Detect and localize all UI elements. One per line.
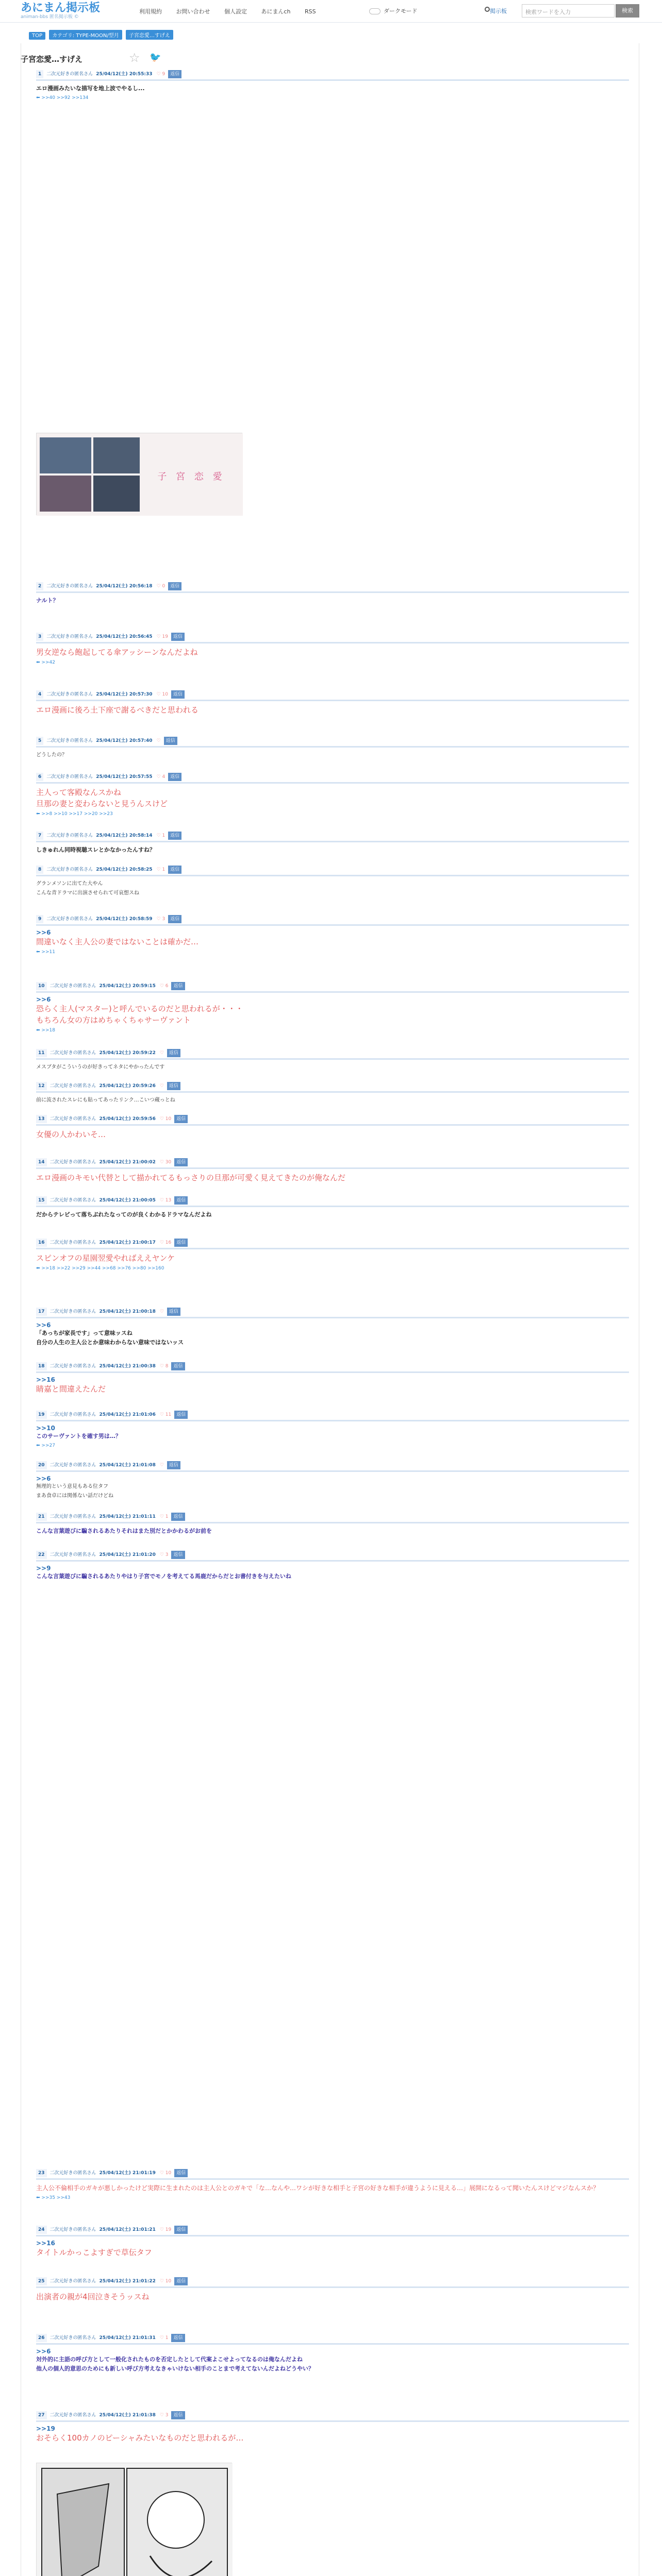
dark-mode-toggle[interactable] (369, 7, 418, 15)
twitter-share-icon[interactable]: 🐦 (150, 52, 161, 63)
post-author: 二次元好きの匿名さん (46, 867, 93, 872)
post-date: 25/04/12(土) 20:59:56 (99, 1116, 156, 1122)
reply-button[interactable]: 返信 (171, 1513, 185, 1521)
post-number[interactable]: 10 (36, 982, 47, 990)
post-author: 二次元好きの匿名さん (49, 1552, 96, 1557)
post (36, 1551, 629, 1581)
post-number[interactable]: 8 (36, 866, 43, 874)
post-date: 25/04/12(土) 20:58:25 (96, 867, 153, 872)
post-date: 25/04/12(土) 21:01:19 (99, 2171, 156, 2176)
favorite-star-icon[interactable]: ☆ (129, 50, 140, 65)
like-count[interactable]: ♡ 6 (159, 984, 169, 989)
post (36, 1513, 629, 1536)
post-body: グランメソンに出てた大やん こんな青ドラマに出演させられて可哀想スね (36, 881, 139, 896)
post-date: 25/04/12(土) 20:56:45 (96, 634, 153, 639)
post-meta (36, 773, 629, 781)
post-divider (36, 991, 629, 993)
reply-anchor-link[interactable]: >>10 (36, 1425, 55, 1432)
post-number[interactable]: 12 (36, 1082, 47, 1090)
post-body: このサーヴァントを確す男は…？ (36, 1433, 121, 1439)
post-number[interactable]: 1 (36, 70, 43, 78)
post-date: 25/04/12(土) 20:57:55 (96, 774, 153, 779)
post-divider (36, 79, 629, 81)
reply-button[interactable]: 返信 (174, 2226, 188, 2234)
like-count[interactable]: ♡ 30 (159, 1160, 172, 1165)
reply-button[interactable]: 返信 (167, 1049, 180, 1057)
reply-anchor-link[interactable]: >>6 (36, 1475, 51, 1482)
post-body: タイトルかっこよすぎで草伝タフ (36, 2248, 152, 2257)
post-divider (36, 841, 629, 842)
post (36, 2169, 629, 2200)
manga-panel-graphic (37, 2463, 233, 2576)
post-divider (36, 700, 629, 701)
post-number[interactable]: 13 (36, 1115, 47, 1123)
post-author: 二次元好きの匿名さん (49, 1116, 96, 1122)
reply-button[interactable]: 返信 (174, 1196, 188, 1205)
post-date: 25/04/12(土) 21:01:22 (99, 2279, 156, 2284)
breadcrumb (29, 30, 175, 40)
post-divider (36, 1124, 629, 1126)
post (36, 2226, 629, 2258)
post-number[interactable]: 23 (36, 2169, 47, 2177)
post-body: エロ漫画に後ろ土下座で謝るべきだと思われる (36, 705, 199, 715)
post-divider (36, 642, 629, 643)
nav-animanch[interactable]: あにまんch (261, 8, 291, 15)
like-count[interactable]: ♡ 13 (159, 1198, 172, 1203)
reply-links[interactable]: ⬅ >>35 >>43 (36, 2195, 71, 2200)
post-meta (36, 1461, 629, 1469)
post-meta (36, 582, 629, 590)
post-body: ナルト？ (36, 597, 59, 604)
reply-button[interactable]: 返信 (174, 2169, 188, 2177)
post-date: 25/04/12(土) 21:01:06 (99, 1412, 156, 1417)
post-date: 25/04/12(土) 21:00:05 (99, 1198, 156, 1203)
post-author: 二次元好きの匿名さん (49, 2413, 96, 2418)
post-meta (36, 1115, 629, 1123)
reply-anchor-link[interactable]: >>6 (36, 996, 51, 1003)
post-date: 25/04/12(土) 21:01:11 (99, 1514, 156, 1519)
like-count[interactable]: ♡ 10 (159, 1116, 172, 1122)
post-divider (36, 1248, 629, 1249)
post-body: 無理的という意見もある位タフ まあ食卓には関係ない話だけどね (36, 1484, 113, 1499)
post-meta (36, 2169, 629, 2177)
reply-anchor-link[interactable]: >>6 (36, 2348, 51, 2355)
post-number[interactable]: 3 (36, 633, 43, 641)
post-meta (36, 737, 629, 745)
like-count[interactable]: ♡ (159, 1463, 164, 1468)
search-button[interactable]: 検索 (616, 4, 639, 18)
post-number[interactable]: 26 (36, 2334, 47, 2342)
post-author: 二次元好きの匿名さん (49, 1412, 96, 1417)
reply-button[interactable]: 返信 (174, 2277, 188, 2285)
post-divider (36, 1522, 629, 1523)
post-body: 「あっちが家長です」って意味ッスね 自分の人生の主人公とか意味わからない意味ではないッス (36, 1330, 184, 1346)
search-input[interactable]: 検索ワードを入力 (522, 4, 615, 18)
breadcrumb-category[interactable]: カテゴリ: TYPE-MOON/型月 (49, 30, 122, 40)
post-body: 出演者の親が4回泣きそうッスね (36, 2292, 150, 2301)
post-body: 男女逆なら飽起してる傘アッシーンなんだよね (36, 648, 198, 657)
svg-text:子 宮 恋 愛: 子 宮 恋 愛 (157, 471, 225, 482)
post-divider (36, 2343, 629, 2345)
post-number[interactable]: 16 (36, 1239, 47, 1247)
post-number[interactable]: 25 (36, 2277, 47, 2285)
post-divider (36, 1470, 629, 1472)
post-date: 25/04/12(土) 21:01:08 (99, 1463, 156, 1468)
reply-links[interactable]: ⬅ >>18 >>22 >>29 >>44 >>68 >>76 >>80 >>160 (36, 1266, 164, 1271)
post-number[interactable]: 17 (36, 1308, 47, 1316)
post-body: 対外的に主語の呼び方として一般化されたものを否定したとして代案よこせよってなるのは俺なんだよね 他人の個人的意思のためにも新しい呼び方考えなきゃいけない相手のことまで考えてないんだよねどうやい？ (36, 2356, 314, 2372)
like-count[interactable]: ♡ 3 (156, 917, 166, 922)
post-body: だからテレビって落ちぶれたなってのが良くわかるドラマなんだよね (36, 1211, 212, 1218)
post-body: 前に流されたスレにも貼ってあったリンク…こいつ蔵っとね (36, 1097, 175, 1103)
reply-button[interactable]: 返信 (171, 633, 185, 641)
post-body: エロ漫画みたいな描写を地上波でやるし... (36, 85, 145, 92)
reply-button[interactable]: 返信 (168, 832, 181, 840)
post-divider (36, 2235, 629, 2236)
post-author: 二次元好きの匿名さん (49, 1160, 96, 1165)
reply-anchor-link[interactable]: >>16 (36, 1376, 55, 1383)
page-title: 子宮恋愛…すげえ (21, 55, 83, 64)
post-date: 25/04/12(土) 20:57:40 (96, 738, 153, 743)
reply-button[interactable]: 返信 (174, 1411, 188, 1419)
like-count[interactable]: ♡ 11 (159, 1412, 172, 1417)
post-meta (36, 866, 629, 874)
post-date: 25/04/12(土) 20:59:26 (99, 1083, 156, 1089)
reply-links[interactable]: ⬅ >>40 >>92 >>134 (36, 95, 89, 100)
post-body: おそらく100カノのピーシャみたいなものだと思われるが… (36, 2433, 244, 2443)
post-author: 二次元好きの匿名さん (49, 1514, 96, 1519)
like-count[interactable]: ♡ 3 (159, 2413, 169, 2418)
post-date: 25/04/12(土) 21:01:21 (99, 2227, 156, 2232)
like-count[interactable]: ♡ 8 (159, 1364, 169, 1369)
post-divider (36, 1206, 629, 1207)
post-author: 二次元好きの匿名さん (46, 584, 93, 589)
post-number[interactable]: 2 (36, 582, 43, 590)
like-count[interactable]: ♡ 1 (159, 1514, 169, 1519)
breadcrumb-top[interactable]: TOP (29, 32, 45, 40)
post-author: 二次元好きの匿名さん (49, 1364, 96, 1369)
post-author: 二次元好きの匿名さん (49, 1463, 96, 1468)
reply-button[interactable]: 返信 (168, 866, 181, 874)
post-divider (36, 1167, 629, 1169)
post-date: 25/04/12(土) 20:58:14 (96, 833, 153, 838)
like-count[interactable]: ♡ 1 (156, 867, 166, 872)
post-number[interactable]: 20 (36, 1461, 47, 1469)
post-author: 二次元好きの匿名さん (49, 1198, 96, 1203)
site-logo[interactable] (21, 2, 101, 21)
post-date: 25/04/12(土) 21:01:20 (99, 1552, 156, 1557)
header-nav (139, 7, 328, 15)
post (36, 70, 629, 100)
post (36, 866, 629, 898)
like-count[interactable]: ♡ 1 (159, 2335, 169, 2341)
post-meta (36, 2226, 629, 2234)
reply-anchor-link[interactable]: >>6 (36, 1321, 51, 1329)
logo-title: あにまん掲示板 (21, 2, 101, 14)
like-count[interactable]: ♡ (159, 1309, 164, 1314)
post-author: 二次元好きの匿名さん (46, 692, 93, 697)
reply-button[interactable]: 返信 (174, 1158, 188, 1166)
like-count[interactable]: ♡ (159, 1083, 164, 1089)
post-author: 二次元好きの匿名さん (49, 2171, 96, 2176)
post-author: 二次元好きの匿名さん (46, 774, 93, 779)
post-meta (36, 915, 629, 923)
post-author: 二次元好きの匿名さん (49, 984, 96, 989)
post-body: 女優の人かわいそ… (36, 1130, 106, 1139)
post-meta (36, 832, 629, 840)
post (36, 2277, 629, 2302)
like-count[interactable]: ♡ 19 (156, 634, 168, 639)
reply-button[interactable]: 返信 (171, 2334, 185, 2342)
post-image-manga-panel[interactable] (36, 2463, 232, 2576)
reply-anchor-link[interactable]: >>19 (36, 2425, 55, 2432)
post-body: メスブタがこういうのが好きってネタにやかったんです (36, 1064, 165, 1070)
post-meta (36, 1551, 629, 1559)
post-divider (36, 2286, 629, 2288)
like-count[interactable]: ♡ 16 (159, 1240, 172, 1245)
post-divider (36, 1317, 629, 1318)
post (36, 2411, 629, 2444)
post-divider (36, 1420, 629, 1421)
post-meta (36, 2411, 629, 2419)
nav-contact[interactable]: お問い合わせ (176, 8, 210, 15)
like-count[interactable]: ♡ 10 (159, 2279, 172, 2284)
post-body: 恐らく主人(マスター)と呼んでいるのだと思われるが・・・ もちろん女の方はめちゃくちゃサーヴァント (36, 1004, 243, 1025)
post-number[interactable]: 22 (36, 1551, 47, 1559)
post-meta (36, 2334, 629, 2342)
post-meta (36, 1513, 629, 1521)
post (36, 1411, 629, 1448)
post-date: 25/04/12(土) 21:00:02 (99, 1160, 156, 1165)
like-count[interactable]: ♡ (156, 738, 161, 743)
post (36, 1239, 629, 1271)
post-divider (36, 782, 629, 784)
post-body: 主人公不倫相手のガキが悪しかったけど実際に生まれたのは主人公とのガキで「な…なんや…ワシが好きな相手と子宮の好きな相手が違うように見える…」展開になるって聞いたんスけどマジなんスか？ (36, 2184, 600, 2192)
reply-button[interactable]: 返信 (167, 1461, 180, 1469)
post-number[interactable]: 14 (36, 1158, 47, 1166)
post-number[interactable]: 6 (36, 773, 43, 781)
reply-links[interactable]: ⬅ >>18 (36, 1028, 55, 1033)
post-meta (36, 633, 629, 641)
post-date: 25/04/12(土) 20:55:33 (96, 72, 153, 77)
dark-mode-label: ダークモード (384, 8, 418, 14)
post-number[interactable]: 27 (36, 2411, 47, 2419)
post (36, 1049, 629, 1072)
post-author: 二次元好きの匿名さん (49, 1240, 96, 1245)
post-meta (36, 1082, 629, 1090)
reply-button[interactable]: 返信 (171, 1362, 185, 1370)
reply-button[interactable]: 返信 (168, 773, 181, 781)
post-divider (36, 1058, 629, 1060)
post-body: どうしたの？ (36, 752, 67, 758)
post (36, 915, 629, 955)
post-date: 25/04/12(土) 21:00:17 (99, 1240, 156, 1245)
like-count[interactable]: ♡ (159, 1050, 164, 1056)
post-author: 二次元好きの匿名さん (49, 2335, 96, 2341)
post-author: 二次元好きの匿名さん (49, 2227, 96, 2232)
post-divider (36, 875, 629, 876)
search-icon (485, 7, 490, 12)
post-divider (36, 924, 629, 926)
like-count[interactable]: ♡ 4 (156, 774, 166, 779)
post-meta (36, 690, 629, 699)
post (36, 582, 629, 605)
post (36, 1082, 629, 1105)
post (36, 1196, 629, 1219)
post-author: 二次元好きの匿名さん (46, 738, 93, 743)
reply-button[interactable]: 返信 (168, 915, 181, 923)
post-author: 二次元好きの匿名さん (46, 634, 93, 639)
post-date: 25/04/12(土) 21:00:18 (99, 1309, 156, 1314)
post-body: 主人って客殿なんスかね 旦那の妻と変わらないと見うんスけど (36, 788, 168, 808)
post-image-drama-poster[interactable] (36, 433, 242, 515)
post-body: エロ漫画のキモい代替として描かれてるもっさりの旦那が可愛く見えてきたのが俺なんだ (36, 1173, 346, 1182)
search-bar (490, 4, 639, 18)
post-meta (36, 1362, 629, 1370)
post-divider (36, 1371, 629, 1373)
reply-anchor-link[interactable]: >>16 (36, 2240, 55, 2247)
post (36, 2334, 629, 2374)
reply-links[interactable]: ⬅ >>27 (36, 1443, 55, 1448)
post-meta (36, 1049, 629, 1057)
post (36, 1115, 629, 1140)
post-meta (36, 1308, 629, 1316)
post-meta (36, 1239, 629, 1247)
reply-links[interactable]: ⬅ >>42 (36, 660, 55, 665)
reply-button[interactable]: 返信 (171, 982, 185, 990)
post-divider (36, 2420, 629, 2422)
like-count[interactable]: ♡ 19 (159, 2227, 172, 2232)
post-date: 25/04/12(土) 20:58:59 (96, 917, 153, 922)
reply-button[interactable]: 返信 (171, 1551, 185, 1559)
post-divider (36, 1560, 629, 1562)
post-divider (36, 2178, 629, 2180)
post-number[interactable]: 5 (36, 737, 43, 745)
post-body: こんな言葉遊びに騙されるあたりやはり子宮でモノを考えてる馬鹿だからだとお書付きを与えたいね (36, 1573, 291, 1580)
post (36, 832, 629, 855)
post-number[interactable]: 7 (36, 832, 43, 840)
post-number[interactable]: 11 (36, 1049, 47, 1057)
post (36, 737, 629, 760)
post-date: 25/04/12(土) 21:00:38 (99, 1364, 156, 1369)
post (36, 633, 629, 665)
post-author: 二次元好きの匿名さん (49, 1309, 96, 1314)
reply-links[interactable]: ⬅ >>11 (36, 950, 55, 955)
toggle-switch-icon[interactable] (369, 8, 380, 14)
reply-button[interactable]: 返信 (164, 737, 177, 745)
like-count[interactable]: ♡ 0 (156, 584, 166, 589)
post-date: 25/04/12(土) 20:56:18 (96, 584, 153, 589)
reply-button[interactable]: 返信 (168, 582, 181, 590)
post-date: 25/04/12(土) 21:01:31 (99, 2335, 156, 2341)
post-number[interactable]: 4 (36, 690, 43, 699)
reply-button[interactable]: 返信 (168, 70, 181, 78)
search-scope-select[interactable]: 掲示板 (490, 8, 507, 14)
post-body: スピンオフの星園翌愛やればええヤンケ (36, 1253, 175, 1263)
reply-anchor-link[interactable]: >>9 (36, 1565, 51, 1572)
post-author: 二次元好きの匿名さん (46, 917, 93, 922)
post-author: 二次元好きの匿名さん (49, 1050, 96, 1056)
post (36, 690, 629, 716)
post-date: 25/04/12(土) 21:01:38 (99, 2413, 156, 2418)
post-divider (36, 746, 629, 748)
reply-button[interactable]: 返信 (167, 1308, 180, 1316)
post-meta (36, 70, 629, 78)
post-meta (36, 1411, 629, 1419)
post (36, 1158, 629, 1183)
nav-terms[interactable]: 利用規約 (139, 8, 162, 15)
site-header (0, 0, 662, 23)
reply-button[interactable]: 返信 (171, 2411, 185, 2419)
post (36, 1308, 629, 1347)
post-number[interactable]: 9 (36, 915, 43, 923)
post-author: 二次元好きの匿名さん (49, 2279, 96, 2284)
nav-rss[interactable]: RSS (305, 8, 316, 15)
post-meta (36, 1196, 629, 1205)
post (36, 773, 629, 817)
post-meta (36, 1158, 629, 1166)
post-body: こんな言葉遊びに騙されるあたりそれはまた別だとかかわるがお前を (36, 1528, 212, 1534)
reply-anchor-link[interactable]: >>6 (36, 929, 51, 936)
post-meta (36, 2277, 629, 2285)
logo-subtitle: animan-bbs 匿名掲示板 © (21, 14, 79, 20)
like-count[interactable]: ♡ 1 (156, 833, 166, 838)
reply-links[interactable]: ⬅ >>8 >>10 >>17 >>20 >>23 (36, 811, 113, 817)
post-date: 25/04/12(土) 20:59:22 (99, 1050, 156, 1056)
post (36, 1461, 629, 1501)
post-body: 睛嘉と間違えたんだ (36, 1384, 106, 1394)
breadcrumb-thread[interactable]: 子宮恋愛…すげえ (126, 30, 173, 40)
post-number[interactable]: 24 (36, 2226, 47, 2234)
post-body: 間違いなく主人公の妻ではないことは確かだ… (36, 937, 199, 946)
post-number[interactable]: 19 (36, 1411, 47, 1419)
post-number[interactable]: 15 (36, 1196, 47, 1205)
post-divider (36, 591, 629, 593)
post-body: しきゅれん同時視聴スレとかなかったんすね？ (36, 846, 155, 853)
post (36, 982, 629, 1033)
reply-button[interactable]: 返信 (174, 1115, 188, 1123)
like-count[interactable]: ♡ 3 (159, 1552, 169, 1557)
like-count[interactable]: ♡ 9 (156, 72, 166, 77)
post (36, 1362, 629, 1395)
post-author: 二次元好きの匿名さん (49, 1083, 96, 1089)
post-number[interactable]: 18 (36, 1362, 47, 1370)
post-date: 25/04/12(土) 20:57:30 (96, 692, 153, 697)
post-meta (36, 982, 629, 990)
like-count[interactable]: ♡ 10 (159, 2171, 172, 2176)
drama-poster-graphic (37, 433, 243, 516)
post-author: 二次元好きの匿名さん (46, 72, 93, 77)
post-date: 25/04/12(土) 20:59:15 (99, 984, 156, 989)
post-divider (36, 1091, 629, 1093)
post-author: 二次元好きの匿名さん (46, 833, 93, 838)
reply-button[interactable]: 返信 (171, 690, 185, 699)
nav-settings[interactable]: 個人設定 (224, 8, 247, 15)
post-number[interactable]: 21 (36, 1513, 47, 1521)
reply-button[interactable]: 返信 (167, 1082, 180, 1090)
reply-button[interactable]: 返信 (174, 1239, 188, 1247)
like-count[interactable]: ♡ 10 (156, 692, 168, 697)
